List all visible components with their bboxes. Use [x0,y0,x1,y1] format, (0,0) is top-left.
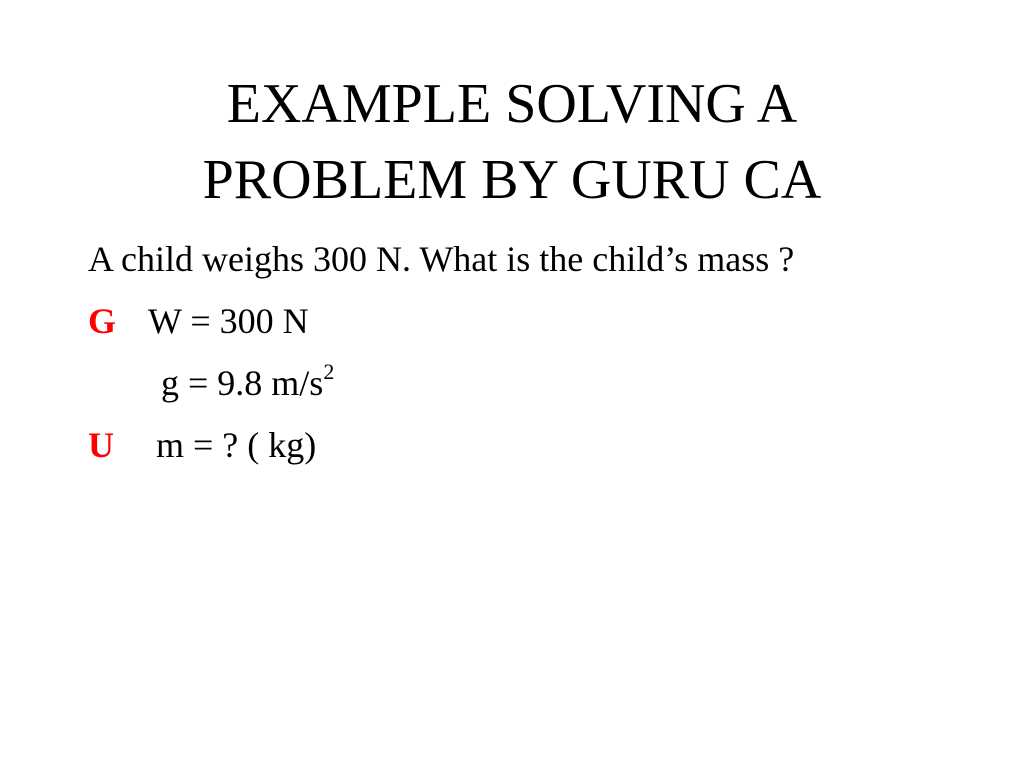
unknown-mass-row [88,418,968,472]
given-marker: G [88,301,117,341]
gravity-exponent: 2 [323,359,335,384]
given-weight-row [88,294,968,348]
slide-body [88,232,968,472]
unknown-marker: U [88,425,114,465]
title-line-1: EXAMPLE SOLVING A [226,73,798,135]
given-weight: W = 300 N [148,301,309,341]
given-gravity-row [88,356,968,410]
slide-title [40,66,984,218]
title-line-2: PROBLEM BY GURU CA [202,149,822,211]
problem-statement: A child weighs 300 N. What is the child’s mass ? [88,239,795,279]
given-gravity [161,356,334,410]
gravity-base: g = 9.8 m/s [161,363,324,403]
unknown-mass: m = ? ( kg) [156,425,317,465]
